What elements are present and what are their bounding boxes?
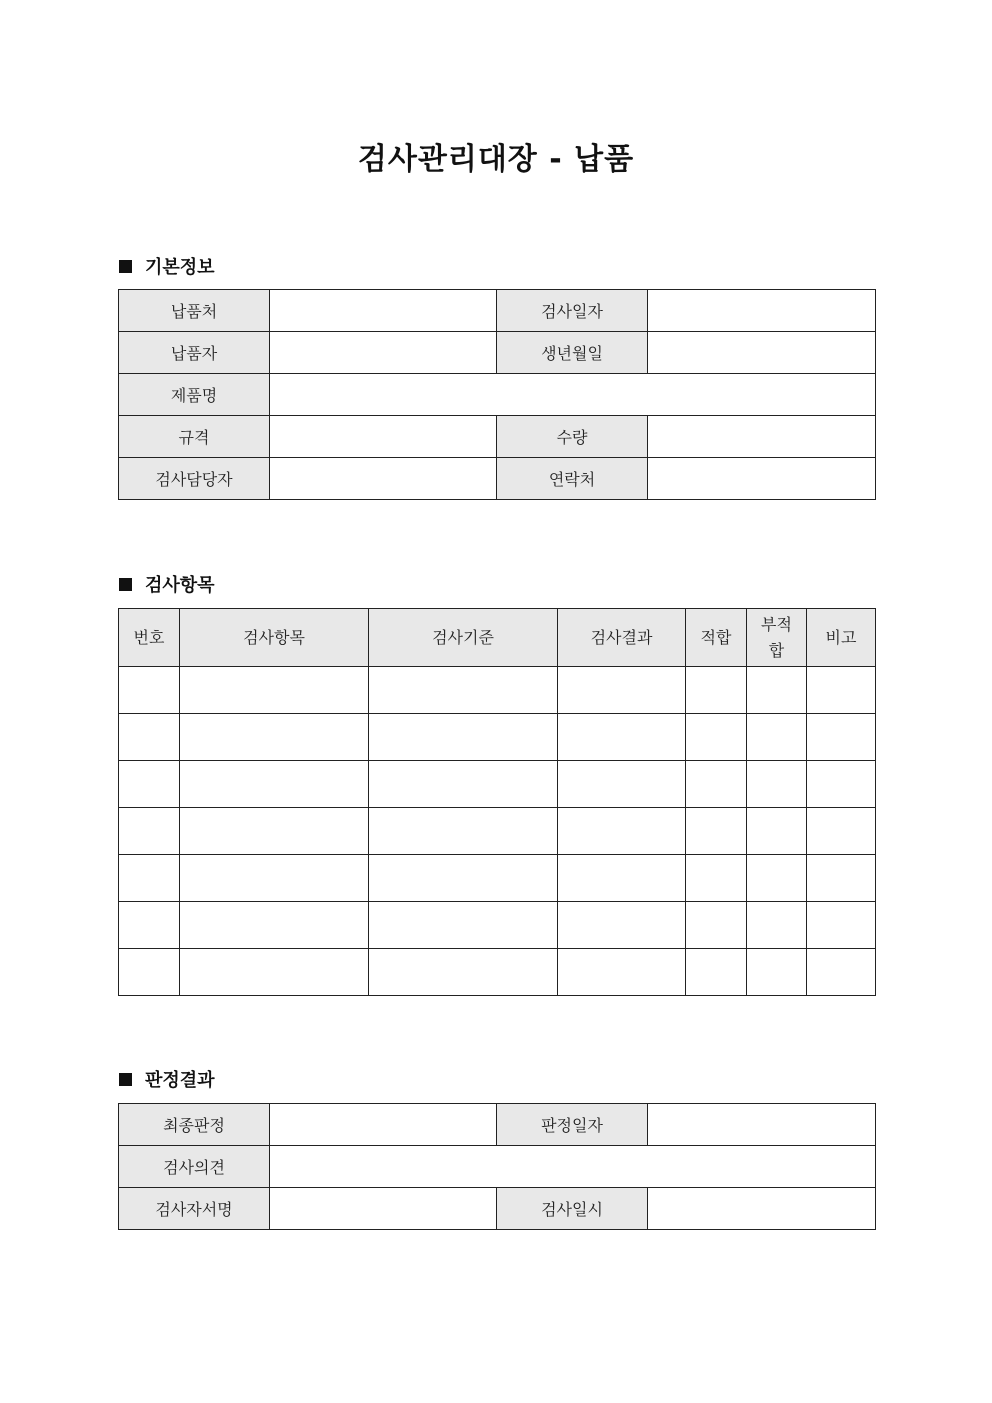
table-row (119, 290, 876, 332)
contact-field[interactable] (648, 458, 876, 500)
cell-number[interactable] (119, 855, 180, 902)
cell-remarks[interactable] (807, 949, 876, 996)
inspection-datetime-label: 검사일시 (497, 1188, 648, 1230)
table-row (119, 714, 876, 761)
cell-number[interactable] (119, 761, 180, 808)
cell-result[interactable] (558, 761, 686, 808)
section-heading-inspection-items (119, 571, 215, 597)
product-name-field[interactable] (270, 374, 876, 416)
cell-item[interactable] (180, 855, 369, 902)
quantity-field[interactable] (648, 416, 876, 458)
cell-fail[interactable] (747, 714, 807, 761)
inspector-label: 검사담당자 (119, 458, 270, 500)
inspection-opinion-label: 검사의견 (119, 1146, 270, 1188)
judgment-table (118, 1103, 876, 1230)
cell-criteria[interactable] (369, 902, 558, 949)
inspection-opinion-field[interactable] (270, 1146, 876, 1188)
table-row (119, 374, 876, 416)
page-title: 검사관리대장 - 납품 (357, 142, 635, 177)
cell-remarks[interactable] (807, 761, 876, 808)
cell-pass[interactable] (686, 855, 747, 902)
col-header-result: 검사결과 (558, 609, 686, 667)
cell-fail[interactable] (747, 667, 807, 714)
section-heading-label: 판정결과 (145, 1070, 215, 1091)
section-heading-judgment (119, 1066, 215, 1092)
cell-fail[interactable] (747, 808, 807, 855)
table-row (119, 1188, 876, 1230)
cell-result[interactable] (558, 667, 686, 714)
spec-field[interactable] (270, 416, 497, 458)
inspection-items-table (118, 608, 876, 996)
cell-pass[interactable] (686, 667, 747, 714)
table-row (119, 416, 876, 458)
cell-item[interactable] (180, 714, 369, 761)
cell-number[interactable] (119, 949, 180, 996)
inspection-date-field[interactable] (648, 290, 876, 332)
cell-fail[interactable] (747, 855, 807, 902)
cell-pass[interactable] (686, 714, 747, 761)
cell-result[interactable] (558, 949, 686, 996)
cell-criteria[interactable] (369, 714, 558, 761)
section-heading-label: 검사항목 (145, 575, 215, 596)
table-row (119, 808, 876, 855)
cell-remarks[interactable] (807, 667, 876, 714)
basic-info-table (118, 289, 876, 500)
cell-fail[interactable] (747, 761, 807, 808)
cell-number[interactable] (119, 808, 180, 855)
cell-criteria[interactable] (369, 808, 558, 855)
inspection-datetime-field[interactable] (648, 1188, 876, 1230)
square-bullet-icon (119, 1073, 132, 1086)
col-header-pass: 적합 (686, 609, 747, 667)
cell-fail[interactable] (747, 902, 807, 949)
cell-criteria[interactable] (369, 761, 558, 808)
delivery-to-label: 납품처 (119, 290, 270, 332)
cell-pass[interactable] (686, 902, 747, 949)
inspector-signature-label: 검사자서명 (119, 1188, 270, 1230)
birth-date-label: 생년월일 (497, 332, 648, 374)
inspection-date-label: 검사일자 (497, 290, 648, 332)
spec-label: 규격 (119, 416, 270, 458)
birth-date-field[interactable] (648, 332, 876, 374)
cell-pass[interactable] (686, 949, 747, 996)
table-header-row (119, 609, 876, 667)
cell-result[interactable] (558, 902, 686, 949)
contact-label: 연락처 (497, 458, 648, 500)
cell-item[interactable] (180, 949, 369, 996)
cell-remarks[interactable] (807, 808, 876, 855)
cell-result[interactable] (558, 855, 686, 902)
cell-item[interactable] (180, 761, 369, 808)
delivery-to-field[interactable] (270, 290, 497, 332)
cell-item[interactable] (180, 667, 369, 714)
final-judgment-field[interactable] (270, 1104, 497, 1146)
col-header-item: 검사항목 (180, 609, 369, 667)
cell-remarks[interactable] (807, 902, 876, 949)
judgment-date-field[interactable] (648, 1104, 876, 1146)
cell-result[interactable] (558, 714, 686, 761)
cell-criteria[interactable] (369, 667, 558, 714)
cell-result[interactable] (558, 808, 686, 855)
judgment-date-label: 판정일자 (497, 1104, 648, 1146)
inspector-signature-field[interactable] (270, 1188, 497, 1230)
table-row (119, 667, 876, 714)
col-header-remarks: 비고 (807, 609, 876, 667)
square-bullet-icon (119, 260, 132, 273)
table-row (119, 855, 876, 902)
cell-fail[interactable] (747, 949, 807, 996)
final-judgment-label: 최종판정 (119, 1104, 270, 1146)
section-heading-basic-info (119, 253, 215, 279)
cell-criteria[interactable] (369, 855, 558, 902)
section-heading-label: 기본정보 (145, 257, 215, 278)
col-header-number: 번호 (119, 609, 180, 667)
table-row (119, 1146, 876, 1188)
cell-item[interactable] (180, 902, 369, 949)
table-row (119, 949, 876, 996)
cell-remarks[interactable] (807, 855, 876, 902)
table-row (119, 458, 876, 500)
cell-number[interactable] (119, 667, 180, 714)
table-row (119, 332, 876, 374)
col-header-criteria: 검사기준 (369, 609, 558, 667)
table-row (119, 902, 876, 949)
table-row (119, 761, 876, 808)
product-name-label: 제품명 (119, 374, 270, 416)
cell-remarks[interactable] (807, 714, 876, 761)
col-header-fail: 부적합 (747, 609, 807, 667)
cell-pass[interactable] (686, 761, 747, 808)
cell-pass[interactable] (686, 808, 747, 855)
cell-number[interactable] (119, 902, 180, 949)
cell-item[interactable] (180, 808, 369, 855)
supplier-label: 납품자 (119, 332, 270, 374)
supplier-field[interactable] (270, 332, 497, 374)
cell-number[interactable] (119, 714, 180, 761)
table-row (119, 1104, 876, 1146)
inspector-field[interactable] (270, 458, 497, 500)
cell-criteria[interactable] (369, 949, 558, 996)
square-bullet-icon (119, 578, 132, 591)
quantity-label: 수량 (497, 416, 648, 458)
